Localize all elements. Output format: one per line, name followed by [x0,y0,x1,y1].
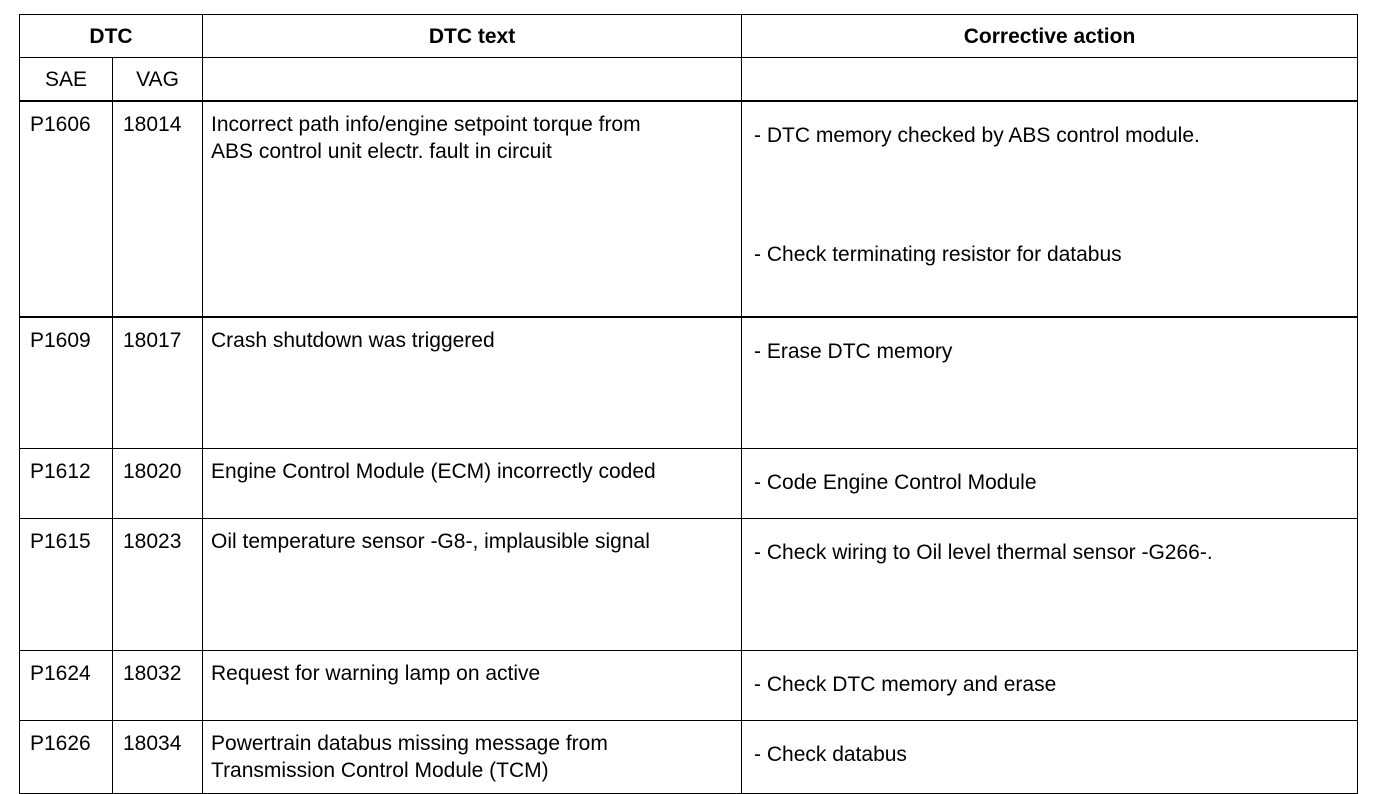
dtc-description [203,449,742,519]
dtc-description-line: Incorrect path info/engine setpoint torque from [211,113,641,136]
dtc-description [203,101,742,317]
vag-code: 18023 [113,519,203,651]
subheader-row [20,58,1358,102]
dtc-description-line: ABS control unit electr. fault in circuit [211,140,552,163]
sae-code: P1626 [20,721,113,794]
vag-code: 18034 [113,721,203,794]
dtc-table [19,14,1358,794]
dtc-description-line: Transmission Control Module (TCM) [211,759,549,782]
header-vag: VAG [113,58,203,102]
vag-code: 18014 [113,101,203,317]
vag-code: 18032 [113,651,203,721]
subheader-empty-text [203,58,742,102]
header-corrective-action: Corrective action [742,15,1358,58]
dtc-description [203,721,742,794]
sae-code: P1624 [20,651,113,721]
corrective-action [742,449,1358,519]
sae-code: P1606 [20,101,113,317]
header-sae: SAE [20,58,113,102]
table-row [20,651,1358,721]
corrective-action [742,651,1358,721]
header-dtc: DTC [20,15,203,58]
corrective-action-line: - Check DTC memory and erase [754,673,1057,696]
corrective-action-line: - Erase DTC memory [754,340,953,363]
corrective-action [742,317,1358,449]
dtc-description-line: Engine Control Module (ECM) incorrectly coded [211,460,656,483]
sae-code: P1609 [20,317,113,449]
sae-code: P1612 [20,449,113,519]
corrective-action [742,519,1358,651]
vag-code: 18017 [113,317,203,449]
action-spacer [754,149,1347,241]
table-row [20,101,1358,317]
dtc-description-line: Request for warning lamp on active [211,662,541,685]
header-row [20,15,1358,58]
dtc-description [203,519,742,651]
dtc-description [203,317,742,449]
corrective-action-line: - Check wiring to Oil level thermal sensor -G266-. [754,541,1213,564]
corrective-action-line: - Check databus [754,743,907,766]
table-row [20,519,1358,651]
table-row [20,449,1358,519]
dtc-description-line: Crash shutdown was triggered [211,329,495,352]
table-row [20,721,1358,794]
table-row [20,317,1358,449]
sae-code: P1615 [20,519,113,651]
dtc-description-line: Oil temperature sensor -G8-, implausible signal [211,530,650,553]
dtc-description [203,651,742,721]
corrective-action-line: - Check terminating resistor for databus [754,243,1122,266]
vag-code: 18020 [113,449,203,519]
corrective-action-line: - DTC memory checked by ABS control module. [754,124,1200,147]
dtc-description-line: Powertrain databus missing message from [211,732,608,755]
corrective-action-line: - Code Engine Control Module [754,471,1037,494]
corrective-action [742,721,1358,794]
subheader-empty-action [742,58,1358,102]
header-dtc-text: DTC text [203,15,742,58]
corrective-action [742,101,1358,317]
